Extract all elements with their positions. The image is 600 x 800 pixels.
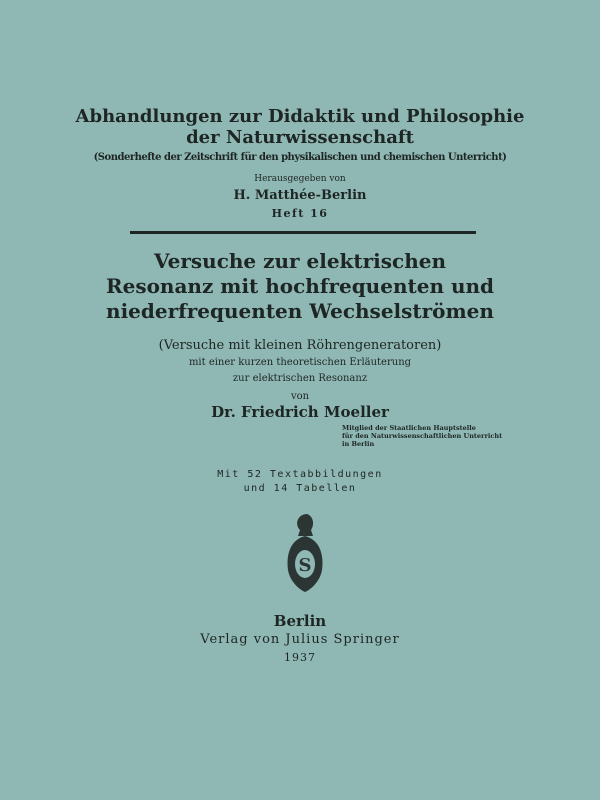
series-title-line2: der Naturwissenschaft [186, 127, 414, 148]
author-name: Dr. Friedrich Moeller [211, 403, 389, 421]
divider-rule [130, 231, 476, 234]
publication-year: 1937 [284, 651, 316, 664]
book-subtitle-line3: zur elektrischen Resonanz [232, 373, 368, 384]
affiliation-line2: für den Naturwissenschaftlichen Unterricht [342, 432, 503, 440]
springer-knight-logo-icon [280, 510, 330, 595]
publisher-city: Berlin [273, 612, 327, 630]
extent-line1: Mit 52 Textabbildungen [217, 469, 383, 480]
editor-label: Herausgegeben von [254, 174, 346, 184]
book-subtitle-line1: (Versuche mit kleinen Röhrengeneratoren) [158, 338, 442, 353]
logo-letter: S [298, 555, 312, 576]
book-title-line2: Resonanz mit hochfrequenten und [105, 274, 495, 298]
affiliation-line1: Mitglied der Staatlichen Hauptstelle [342, 424, 476, 432]
book-title-line1: Versuche zur elektrischen [153, 249, 447, 273]
book-title-line3: niederfrequenten Wechselströmen [106, 299, 494, 323]
series-title-line1: Abhandlungen zur Didaktik und Philosophie [75, 106, 525, 127]
author-affiliation [342, 424, 502, 448]
series-subtitle: (Sonderhefte der Zeitschrift für den physikalischen und chemischen Unterricht) [93, 152, 507, 163]
affiliation-line3: in Berlin [342, 440, 375, 448]
book-subtitle-line2: mit einer kurzen theoretischen Erläuterung [188, 357, 412, 368]
by-label: von [290, 391, 310, 402]
publisher-name: Verlag von Julius Springer [200, 632, 400, 647]
editor-name: H. Matthée-Berlin [233, 188, 367, 203]
issue-number: Heft 16 [271, 207, 329, 220]
extent-line2: und 14 Tabellen [243, 483, 357, 494]
